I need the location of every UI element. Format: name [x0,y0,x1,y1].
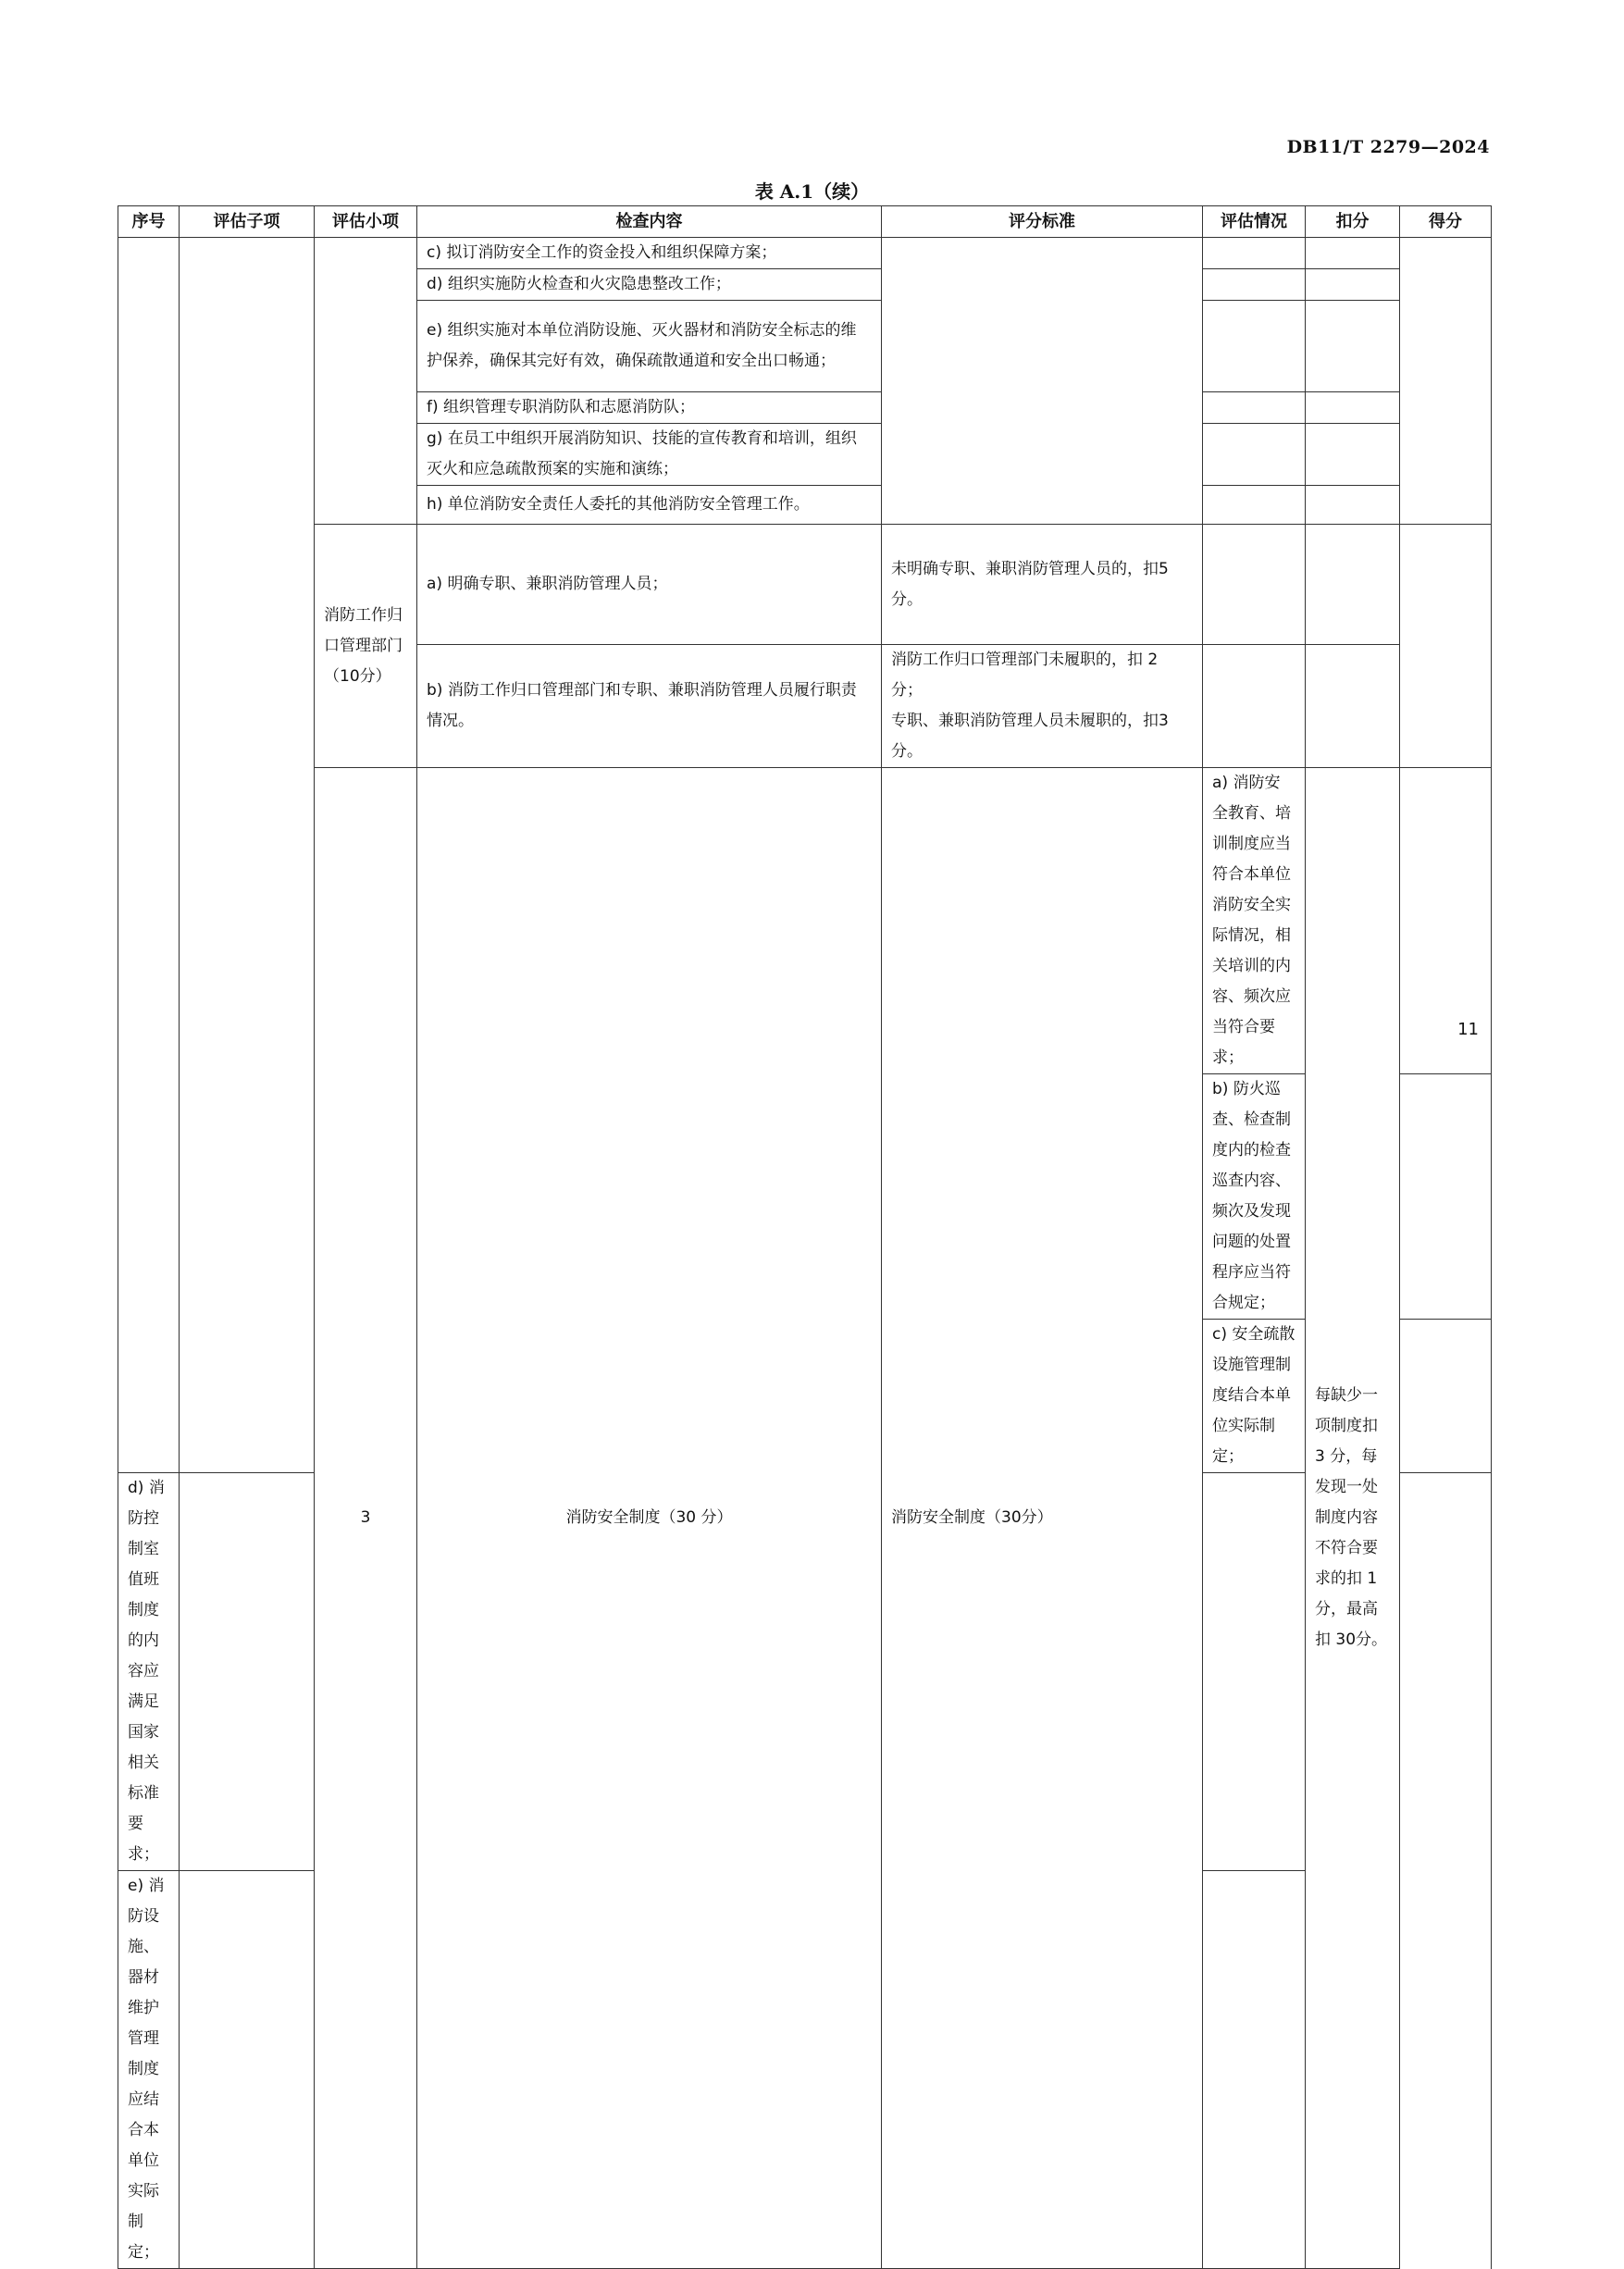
minor-item-cell [315,238,417,525]
criteria-cell [882,645,1203,768]
deduction-cell[interactable] [1203,1473,1306,1871]
status-cell[interactable] [1203,486,1306,525]
criteria-cell: 未明确专职、兼职消防管理人员的，扣5 分。 [882,525,1203,645]
evaluation-table [118,205,1492,2269]
content-cell: d) 组织实施防火检查和火灾隐患整改工作； [417,269,882,301]
header-status: 评估情况 [1203,206,1306,238]
content-cell: e) 消防设施、器材维护管理制度应结合本单位实际制定； [118,1871,180,2269]
seq-cell [118,238,180,1473]
deduction-cell[interactable] [1203,1871,1306,2269]
status-cell[interactable] [180,1871,315,2269]
content-cell: f) 组织管理专职消防队和志愿消防队； [417,392,882,424]
minor-item-cell: 消防工作归口管理部门（10分） [315,525,417,768]
header-sub-item: 评估子项 [180,206,315,238]
content-cell: e) 组织实施对本单位消防设施、灭火器材和消防安全标志的维护保养，确保其完好有效，确保疏散通道和安全出口畅通； [417,301,882,392]
header-criteria: 评分标准 [882,206,1203,238]
content-cell: c) 拟订消防安全工作的资金投入和组织保障方案； [417,238,882,269]
deduction-cell[interactable] [1306,645,1400,768]
status-cell[interactable] [1203,269,1306,301]
criteria-cell: 每缺少一项制度扣 3 分，每发现一处制度内容不符合要求的扣 1 分，最高扣 30分。 [1306,768,1400,2269]
status-cell[interactable] [180,1473,315,1871]
deduction-cell[interactable] [1306,301,1400,392]
deduction-cell[interactable] [1306,525,1400,645]
deduction-cell[interactable] [1306,269,1400,301]
deduction-cell[interactable] [1306,424,1400,486]
status-cell[interactable] [1400,1074,1492,1320]
score-cell[interactable] [1400,238,1492,525]
score-cell[interactable] [1400,525,1492,768]
status-cell[interactable] [1203,525,1306,645]
sub-item-cell [180,238,315,1473]
criteria-line: 专职、兼职消防管理人员未履职的，扣3 分。 [891,712,1169,761]
deduction-cell[interactable] [1306,486,1400,525]
page-number: 11 [1457,1020,1479,1039]
status-cell[interactable] [1203,424,1306,486]
criteria-line: 消防工作归口管理部门未履职的，扣 2 分； [891,651,1159,700]
content-cell: b) 消防工作归口管理部门和专职、兼职消防管理人员履行职责情况。 [417,645,882,768]
header-content: 检查内容 [417,206,882,238]
sub-item-cell: 消防安全制度（30 分） [417,768,882,2269]
status-cell[interactable] [1203,645,1306,768]
seq-cell: 3 [315,768,417,2269]
content-cell: d) 消防控制室值班制度的内容应满足国家相关标准要求； [118,1473,180,1871]
criteria-cell [882,238,1203,525]
table-header-row [118,206,1492,238]
header-deduction: 扣分 [1306,206,1400,238]
minor-item-cell: 消防安全制度（30分） [882,768,1203,2269]
content-cell: a) 消防安全教育、培训制度应当符合本单位消防安全实际情况，相关培训的内容、频次应当符合要求； [1203,768,1306,1074]
status-cell[interactable] [1203,238,1306,269]
table-row [118,238,1492,269]
header-score: 得分 [1400,206,1492,238]
status-cell[interactable] [1400,1320,1492,1473]
deduction-cell[interactable] [1306,238,1400,269]
content-cell: h) 单位消防安全责任人委托的其他消防安全管理工作。 [417,486,882,525]
table-row [118,768,1492,1074]
document-code: DB11/T 2279—2024 [1286,137,1490,157]
table-caption: 表 A.1（续） [754,180,870,203]
content-cell: c) 安全疏散设施管理制度结合本单位实际制定； [1203,1320,1306,1473]
content-cell: g) 在员工中组织开展消防知识、技能的宣传教育和培训，组织灭火和应急疏散预案的实施和演练； [417,424,882,486]
status-cell[interactable] [1203,392,1306,424]
header-minor-item: 评估小项 [315,206,417,238]
content-cell: a) 明确专职、兼职消防管理人员； [417,525,882,645]
status-cell[interactable] [1203,301,1306,392]
header-seq: 序号 [118,206,180,238]
table-row [118,525,1492,645]
deduction-cell[interactable] [1306,392,1400,424]
content-cell: b) 防火巡查、检查制度内的检查巡查内容、频次及发现问题的处置程序应当符合规定； [1203,1074,1306,1320]
